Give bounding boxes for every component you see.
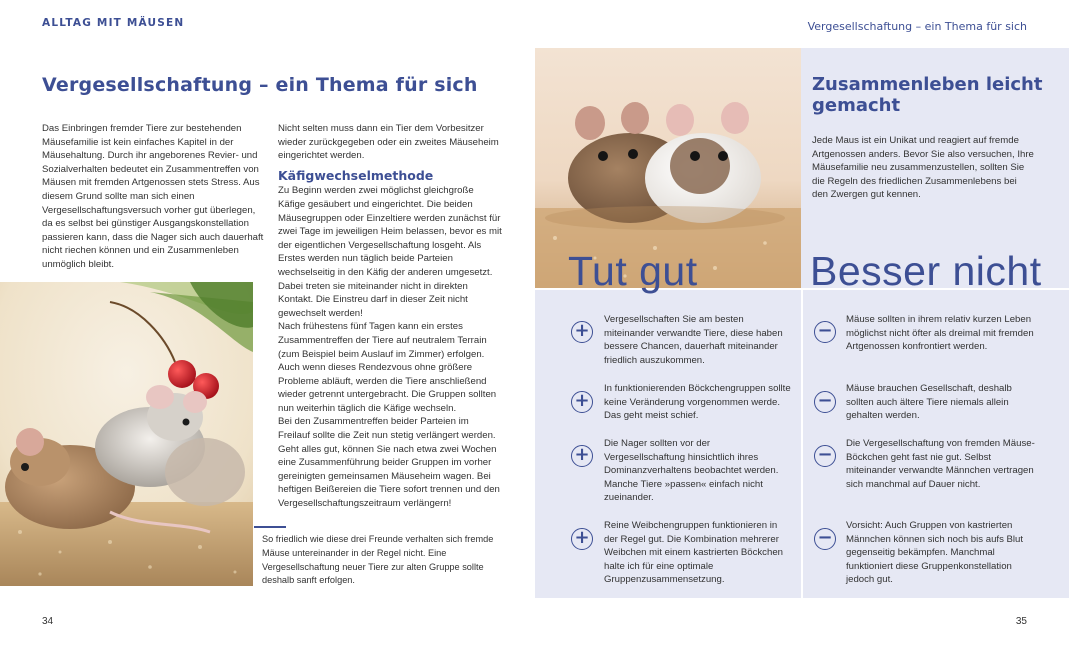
subheading-kaefigwechsel: Käfigwechselmethode	[278, 167, 434, 183]
tut-gut-item: In funktionierenden Böckchengruppen sollte keine Veränderung vorgenommen werde. Das geht meist schief.	[604, 383, 791, 422]
page-number-right: 35	[1015, 616, 1027, 627]
tut-gut-heading: Tut gut	[568, 248, 698, 294]
method-paragraph-3: Bei den Zusammentreffen beider Parteien im Freilauf sollte die Zeit nun stetig verlängert werden. Geht alles gut, können Sie nach etwa zwei Wochen eine Zusammenführung beider Gruppen im vorher gereinigten gemeinsamen Mäuseheim wagen. Bei heftigen Beißereien die Tiere sofort trennen und den Vergesellschaftungszeitraum verlängern!	[278, 416, 500, 510]
caption-rule	[254, 526, 286, 528]
column2-intro: Nicht selten muss dann ein Tier dem Vorbesitzer wieder zurückgegeben oder ein zweites Mäuseheim eingerichtet werden.	[278, 123, 499, 162]
intro-paragraph: Das Einbringen fremder Tiere zur bestehenden Mäusefamilie ist kein einfaches Kapitel in der Mäusehaltung. Durch ihr angeborenes Revier- und Sozialverhalten bedeutet ein Zusammentreffen von Mäusen mit fremden Artgenossen stets Stress. Aus diesem Grund sollte man sich einen Vergesellschaftungsversuch vorher gut überlegen, da es selbst bei günstiger Ausgangskonstellation passieren kann, dass die Nager sich auch dauerhaft nicht riechen können und ein Zusammenleben unmöglich bleibt.	[42, 123, 264, 270]
besser-nicht-item: Mäuse sollten in ihrem relativ kurzen Leben möglichst nicht öfter als dreimal mit fremden Artgenossen konfrontiert werden.	[846, 314, 1034, 353]
info-text: Jede Maus ist ein Unikat und reagiert auf fremde Artgenossen anders. Bevor Sie also versuchen, Ihre Mäusefamilie neu zusammenzustellen, sollten Sie die Regeln des friedlichen Zusammenlebens bei den Zwergen gut kennen.	[812, 135, 1034, 201]
method-paragraph-1: Zu Beginn werden zwei möglichst gleichgroße Käfige gesäubert und eingerichtet. Die beiden Mäusegruppen oder Einzeltiere werden zunächst für zwei Tage im jeweiligen Heim belassen, bevor es mit der eigentlichen Vergesellschaftung losgeht. Als Erstes werden nun täglich beide Parteien wechselseitig in den Käfig der anderen umgesetzt. Dabei treten sie miteinander nicht in direkten Kontakt. Die Einstreu darf in dieser Zeit nicht gewechselt werden!	[278, 185, 502, 319]
running-header-left: ALLTAG MIT MÄUSEN	[42, 17, 185, 29]
tut-gut-item: Die Nager sollten vor der Vergesellschaftung hinsichtlich ihres Dominanzverhaltens beobachtet werden. Manche Tiere »passen« einfach nicht zueinander.	[604, 438, 779, 504]
minus-icon: −	[814, 445, 836, 467]
tut-gut-item: Reine Weibchengruppen funktionieren in der Regel gut. Die Kombination mehrerer Weibchen mit einem kastrierten Böckchen halte ich für eine optimale Gruppenzusammensetzung.	[604, 520, 783, 586]
photo-mice-with-berries	[0, 282, 253, 586]
plus-icon: +	[571, 391, 593, 413]
plus-icon: +	[571, 321, 593, 343]
plus-icon: +	[571, 445, 593, 467]
plus-icon: +	[571, 528, 593, 550]
main-column	[278, 122, 502, 511]
page-number-left: 34	[42, 616, 54, 627]
tut-gut-item: Vergesellschaften Sie am besten miteinander verwandte Tiere, diese haben bessere Chancen, dauerhaft miteinander friedlich auszukommen.	[604, 314, 783, 366]
photo-caption: So friedlich wie diese drei Freunde verhalten sich fremde Mäuse untereinander in der Regel nicht. Eine Vergesellschaftung neuer Tiere zur alten Gruppe sollte deshalb sanft erfolgen.	[262, 534, 494, 586]
besser-nicht-item: Mäuse brauchen Gesellschaft, deshalb sollten auch ältere Tiere niemals allein gehalten werden.	[846, 383, 1012, 422]
page-title: Vergesellschaftung – ein Thema für sich	[42, 74, 478, 96]
besser-nicht-item: Die Vergesellschaftung von fremden Mäuse-Böckchen geht fast nie gut. Selbst miteinander verwandte Männchen vertragen sich manchmal auf Dauer nicht.	[846, 438, 1035, 490]
running-header-right: Vergesellschaftung – ein Thema für sich	[807, 20, 1027, 33]
method-paragraph-2: Nach frühestens fünf Tagen kann ein erstes Zusammentreffen der Tiere auf neutralem Terrain (zum Beispiel beim Auslauf im Zimmer) erfolgen. Auch wenn dieses Rendezvous ohne größere Probleme abläuft, werden die Tiere anschließend wieder getrennt untergebracht. Die Gruppen sollten nun weiterhin täglich die Käfige wechseln.	[278, 321, 497, 414]
minus-icon: −	[814, 321, 836, 343]
minus-icon: −	[814, 528, 836, 550]
minus-icon: −	[814, 391, 836, 413]
besser-nicht-item: Vorsicht: Auch Gruppen von kastrierten Männchen können sich noch bis aufs Blut gegenseitig bekämpfen. Manchmal funktioniert diese Gruppenkonstellation jedoch gut.	[846, 520, 1024, 586]
info-title: Zusammenleben leicht gemacht	[812, 74, 1043, 116]
besser-nicht-heading: Besser nicht	[810, 248, 1042, 294]
photo-mice-with-berries-drawing	[0, 282, 253, 586]
